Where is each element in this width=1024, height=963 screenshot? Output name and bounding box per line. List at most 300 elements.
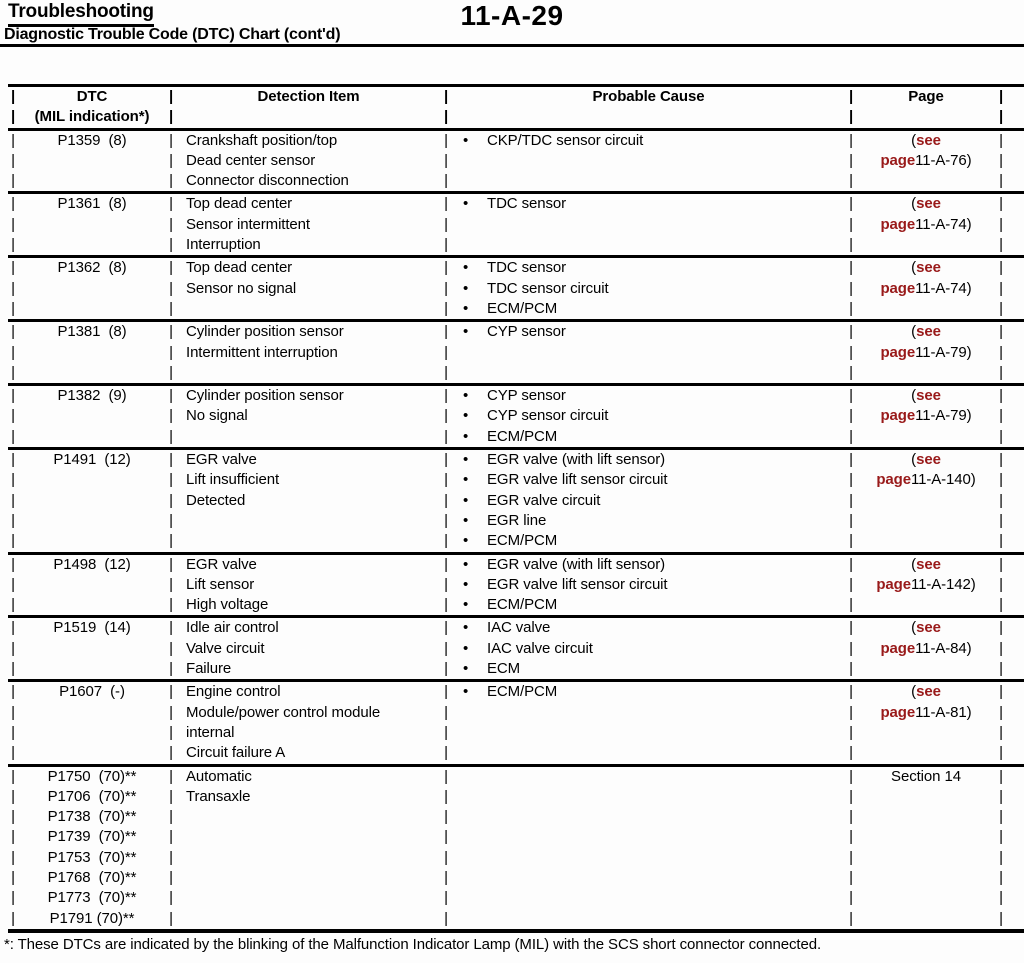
open-paren: ( <box>911 195 917 213</box>
pipe-glyph: | <box>444 215 448 233</box>
pipe-glyph: | <box>11 427 15 445</box>
pipe-glyph: | <box>169 619 173 637</box>
pipe-glyph: | <box>999 889 1003 907</box>
pipe-glyph: | <box>11 491 15 509</box>
pipe-glyph: | <box>169 723 173 741</box>
page-word[interactable]: page <box>880 407 916 425</box>
pipe-glyph: | <box>999 808 1003 826</box>
pipe-glyph: | <box>999 532 1003 550</box>
cause-text: ECM <box>487 660 521 678</box>
see-word[interactable]: see <box>916 619 941 637</box>
see-word[interactable]: see <box>916 555 941 573</box>
pipe-glyph: | <box>169 259 173 277</box>
pipe-glyph: | <box>444 387 448 405</box>
pipe-glyph: | <box>999 683 1003 701</box>
see-word[interactable]: see <box>916 259 941 277</box>
column-pipe <box>846 767 856 929</box>
pipe-glyph: | <box>849 259 853 277</box>
column-pipe <box>441 87 451 128</box>
table-right-margin <box>1006 87 1024 128</box>
page-link[interactable] <box>856 151 996 171</box>
column-pipe <box>996 87 1006 128</box>
pipe-glyph: | <box>11 387 15 405</box>
pipe-glyph: | <box>444 151 448 169</box>
dtc-table <box>8 84 1024 933</box>
pipe-glyph: | <box>849 299 853 317</box>
page-ref: 11-A-74) <box>915 215 972 233</box>
pipe-glyph: | <box>169 660 173 678</box>
pipe-glyph: | <box>169 787 173 805</box>
pipe-glyph: | <box>169 363 173 381</box>
table-right-margin <box>1006 194 1024 255</box>
dtc-cell: P1498 (12) <box>53 555 131 573</box>
bullet-icon: • <box>463 323 469 341</box>
pipe-glyph: | <box>169 387 173 405</box>
pipe-glyph: | <box>169 575 173 593</box>
column-pipe <box>441 131 451 192</box>
cause-column-header: Probable Cause <box>592 88 705 105</box>
pipe-glyph: | <box>849 215 853 233</box>
table-row <box>8 194 1024 255</box>
pipe-glyph: | <box>848 88 854 105</box>
pipe-glyph: | <box>444 555 448 573</box>
bullet-icon: • <box>463 491 469 509</box>
column-pipe <box>441 386 451 447</box>
table-right-margin <box>1006 555 1024 616</box>
pipe-glyph: | <box>999 279 1003 297</box>
column-pipe <box>996 386 1006 447</box>
pipe-glyph: | <box>11 172 15 190</box>
pipe-glyph: | <box>169 683 173 701</box>
table-right-margin <box>1006 322 1024 383</box>
pipe-glyph: | <box>169 744 173 762</box>
pipe-glyph: | <box>169 868 173 886</box>
pipe-glyph: | <box>169 279 173 297</box>
pipe-glyph: | <box>999 323 1003 341</box>
pipe-glyph: | <box>849 808 853 826</box>
pipe-glyph: | <box>444 660 448 678</box>
cause-text: TDC sensor <box>487 195 567 213</box>
page-word[interactable]: page <box>880 215 916 233</box>
page-link[interactable] <box>856 450 996 470</box>
column-pipe <box>8 386 18 447</box>
pipe-glyph: | <box>11 868 15 886</box>
page-cell <box>856 555 996 616</box>
column-pipe <box>996 555 1006 616</box>
cause-text: CYP sensor circuit <box>487 407 609 425</box>
page-word[interactable]: page <box>876 471 911 489</box>
pipe-glyph: | <box>11 639 15 657</box>
pipe-glyph: | <box>11 363 15 381</box>
pipe-glyph: | <box>11 767 15 785</box>
pipe-glyph: | <box>11 848 15 866</box>
page-link[interactable] <box>856 618 996 638</box>
column-pipe <box>846 194 856 255</box>
column-pipe <box>846 682 856 763</box>
pipe-glyph: | <box>444 363 448 381</box>
dtc-cell: P1491 (12) <box>53 451 131 469</box>
page-word[interactable]: page <box>880 343 916 361</box>
pipe-glyph: | <box>999 172 1003 190</box>
column-pipe <box>996 767 1006 929</box>
table-row <box>8 131 1024 192</box>
cause-cell <box>451 767 846 929</box>
column-pipe <box>996 618 1006 679</box>
pipe-glyph: | <box>11 683 15 701</box>
column-pipe <box>8 682 18 763</box>
pipe-glyph: | <box>169 808 173 826</box>
page-link[interactable] <box>856 215 996 235</box>
pipe-glyph: | <box>849 279 853 297</box>
page-link[interactable] <box>856 682 996 702</box>
page-cell <box>856 386 996 447</box>
pipe-glyph: | <box>11 596 15 614</box>
bullet-icon: • <box>463 596 469 614</box>
cause-text: CYP sensor <box>487 387 566 405</box>
table-right-margin <box>1006 386 1024 447</box>
bullet-icon: • <box>463 131 469 149</box>
bullet-icon: • <box>463 299 469 317</box>
bullet-icon: • <box>463 532 469 550</box>
cause-text: ECM/PCM <box>487 596 558 614</box>
bullet-icon: • <box>463 279 469 297</box>
open-paren: ( <box>911 387 917 405</box>
pipe-glyph: | <box>168 108 174 126</box>
table-right-margin <box>1006 767 1024 929</box>
column-pipe <box>996 258 1006 319</box>
detection-cell: EGR valve Lift insufficient Detected <box>186 451 280 509</box>
pipe-glyph: | <box>999 236 1003 254</box>
pipe-glyph: | <box>444 511 448 529</box>
page-link[interactable] <box>856 555 996 575</box>
column-pipe <box>8 450 18 551</box>
page-word[interactable]: page <box>876 575 911 593</box>
pipe-glyph: | <box>11 808 15 826</box>
pipe-glyph: | <box>999 511 1003 529</box>
page-word[interactable]: page <box>880 639 916 657</box>
pipe-glyph: | <box>849 532 853 550</box>
pipe-glyph: | <box>998 108 1004 126</box>
column-pipe <box>846 555 856 616</box>
pipe-glyph: | <box>444 868 448 886</box>
dtc-cell: P1359 (8) <box>57 131 127 149</box>
pipe-glyph: | <box>849 575 853 593</box>
page-link[interactable] <box>856 279 996 299</box>
page-column-header: Page <box>908 88 944 105</box>
pipe-glyph: | <box>11 787 15 805</box>
page-header <box>0 0 1024 47</box>
detection-cell: Idle air control Valve circuit Failure <box>186 619 279 678</box>
pipe-glyph: | <box>999 723 1003 741</box>
column-pipe <box>846 131 856 192</box>
detection-cell: Top dead center Sensor intermittent Interruption <box>186 195 310 254</box>
column-pipe <box>441 258 451 319</box>
see-word[interactable]: see <box>916 387 941 405</box>
column-pipe <box>166 194 176 255</box>
pipe-glyph: | <box>444 532 448 550</box>
pipe-glyph: | <box>169 555 173 573</box>
page-ref-text: Section 14 <box>891 767 961 785</box>
see-word[interactable]: see <box>916 323 941 341</box>
pipe-glyph: | <box>999 195 1003 213</box>
pipe-glyph: | <box>849 491 853 509</box>
pipe-glyph: | <box>444 787 448 805</box>
page-ref: 11-A-140) <box>910 471 976 489</box>
cause-text: EGR valve circuit <box>487 491 601 509</box>
pipe-glyph: | <box>444 744 448 762</box>
pipe-glyph: | <box>849 363 853 381</box>
page-link[interactable] <box>856 322 996 342</box>
cause-cell <box>451 194 846 255</box>
page-cell <box>856 682 996 763</box>
pipe-glyph: | <box>11 909 15 927</box>
bullet-icon: • <box>463 575 469 593</box>
pipe-glyph: | <box>169 767 173 785</box>
pipe-glyph: | <box>444 828 448 846</box>
table-row <box>8 555 1024 616</box>
page-link[interactable] <box>856 386 996 406</box>
table-row <box>8 386 1024 447</box>
section-title: Troubleshooting <box>8 1 154 27</box>
cause-text: TDC sensor <box>487 259 567 277</box>
column-pipe <box>166 386 176 447</box>
column-pipe <box>846 450 856 551</box>
pipe-glyph: | <box>999 848 1003 866</box>
pipe-glyph: | <box>999 787 1003 805</box>
column-pipe <box>846 87 856 128</box>
column-pipe <box>8 258 18 319</box>
column-pipe <box>166 258 176 319</box>
page-word[interactable]: page <box>880 703 916 721</box>
pipe-glyph: | <box>444 172 448 190</box>
pipe-glyph: | <box>849 471 853 489</box>
open-paren: ( <box>911 619 917 637</box>
pipe-glyph: | <box>444 596 448 614</box>
table-row <box>8 767 1024 929</box>
pipe-glyph: | <box>11 259 15 277</box>
page-ref: 11-A-76) <box>915 151 972 169</box>
column-pipe <box>441 682 451 763</box>
cause-text: ECM/PCM <box>487 532 558 550</box>
cause-cell <box>451 258 846 319</box>
pipe-glyph: | <box>11 889 15 907</box>
cause-cell <box>451 555 846 616</box>
pipe-glyph: | <box>169 596 173 614</box>
pipe-glyph: | <box>999 407 1003 425</box>
pipe-glyph: | <box>849 744 853 762</box>
page-cell <box>856 450 996 551</box>
page-link[interactable] <box>856 639 996 659</box>
cause-text: EGR valve (with lift sensor) <box>487 555 666 573</box>
detection-cell: Crankshaft position/top Dead center sensor Connector disconnection <box>186 131 349 190</box>
table-row <box>8 450 1024 551</box>
cause-text: EGR line <box>487 511 547 529</box>
page-cell <box>856 131 996 192</box>
page-link[interactable] <box>856 406 996 426</box>
pipe-glyph: | <box>10 88 16 105</box>
pipe-glyph: | <box>11 215 15 233</box>
page-word[interactable]: page <box>880 151 916 169</box>
pipe-glyph: | <box>11 703 15 721</box>
bullet-icon: • <box>463 451 469 469</box>
cause-cell <box>451 450 846 551</box>
dtc-cell: P1750 (70)** P1706 (70)** P1738 (70)** P1739 (70)** P1753 (70)** P1768 (70)** P1773 (70)** P1791 (70)** <box>47 767 137 927</box>
pipe-glyph: | <box>444 703 448 721</box>
cause-text: ECM/PCM <box>487 299 558 317</box>
pipe-glyph: | <box>444 639 448 657</box>
pipe-glyph: | <box>999 151 1003 169</box>
page-ref: 11-A-79) <box>915 343 972 361</box>
pipe-glyph: | <box>169 703 173 721</box>
pipe-glyph: | <box>999 744 1003 762</box>
pipe-glyph: | <box>999 555 1003 573</box>
pipe-glyph: | <box>849 323 853 341</box>
table-header-row <box>8 87 1024 128</box>
pipe-glyph: | <box>849 596 853 614</box>
pipe-glyph: | <box>849 555 853 573</box>
pipe-glyph: | <box>999 427 1003 445</box>
pipe-glyph: | <box>168 88 174 105</box>
detection-cell: Top dead center Sensor no signal <box>186 259 297 297</box>
pipe-glyph: | <box>849 387 853 405</box>
page-ref: 11-A-74) <box>915 279 972 297</box>
pipe-glyph: | <box>999 259 1003 277</box>
pipe-glyph: | <box>999 868 1003 886</box>
column-pipe <box>166 682 176 763</box>
page-link[interactable] <box>856 470 996 490</box>
page-link[interactable] <box>856 258 996 278</box>
pipe-glyph: | <box>11 236 15 254</box>
pipe-glyph: | <box>169 451 173 469</box>
pipe-glyph: | <box>849 236 853 254</box>
table-row <box>8 258 1024 319</box>
pipe-glyph: | <box>444 723 448 741</box>
pipe-glyph: | <box>169 471 173 489</box>
pipe-glyph: | <box>444 195 448 213</box>
pipe-glyph: | <box>11 744 15 762</box>
pipe-glyph: | <box>849 787 853 805</box>
cause-text: IAC valve circuit <box>487 639 593 657</box>
pipe-glyph: | <box>11 299 15 317</box>
pipe-glyph: | <box>849 407 853 425</box>
page-link[interactable] <box>856 575 996 595</box>
page-cell <box>856 258 996 319</box>
page-cell <box>856 767 996 929</box>
column-pipe <box>441 322 451 383</box>
pipe-glyph: | <box>849 451 853 469</box>
pipe-glyph: | <box>849 889 853 907</box>
pipe-glyph: | <box>999 575 1003 593</box>
pipe-glyph: | <box>849 131 853 149</box>
pipe-glyph: | <box>444 279 448 297</box>
page-link[interactable] <box>856 703 996 723</box>
see-word[interactable]: see <box>916 131 941 149</box>
pipe-glyph: | <box>849 868 853 886</box>
page-cell <box>856 618 996 679</box>
page-link[interactable] <box>856 343 996 363</box>
bullet-icon: • <box>463 471 469 489</box>
pipe-glyph: | <box>169 323 173 341</box>
column-pipe <box>996 322 1006 383</box>
pipe-glyph: | <box>169 909 173 927</box>
pipe-glyph: | <box>849 195 853 213</box>
pipe-glyph: | <box>169 299 173 317</box>
column-pipe <box>166 767 176 929</box>
see-word[interactable]: see <box>916 451 941 469</box>
pipe-glyph: | <box>169 131 173 149</box>
pipe-glyph: | <box>999 131 1003 149</box>
cause-text: ECM/PCM <box>487 683 558 701</box>
pipe-glyph: | <box>999 660 1003 678</box>
pipe-glyph: | <box>999 343 1003 361</box>
pipe-glyph: | <box>11 323 15 341</box>
row-separator <box>8 929 1024 933</box>
pipe-glyph: | <box>11 555 15 573</box>
cause-text: TDC sensor circuit <box>487 279 609 297</box>
pipe-glyph: | <box>999 596 1003 614</box>
bullet-icon: • <box>463 387 469 405</box>
pipe-glyph: | <box>444 619 448 637</box>
pipe-glyph: | <box>444 767 448 785</box>
column-pipe <box>166 618 176 679</box>
table-right-margin <box>1006 131 1024 192</box>
column-pipe <box>996 682 1006 763</box>
pipe-glyph: | <box>444 471 448 489</box>
pipe-glyph: | <box>11 471 15 489</box>
pipe-glyph: | <box>999 451 1003 469</box>
page-link[interactable] <box>856 194 996 214</box>
pipe-glyph: | <box>11 532 15 550</box>
pipe-glyph: | <box>444 259 448 277</box>
table-right-margin <box>1006 682 1024 763</box>
see-word[interactable]: see <box>916 195 941 213</box>
pipe-glyph: | <box>999 639 1003 657</box>
page-link[interactable] <box>856 131 996 151</box>
pipe-glyph: | <box>169 491 173 509</box>
dtc-cell: P1381 (8) <box>57 323 127 341</box>
open-paren: ( <box>911 555 917 573</box>
cause-text: EGR valve lift sensor circuit <box>487 471 668 489</box>
cause-cell <box>451 131 846 192</box>
bullet-icon: • <box>463 619 469 637</box>
pipe-glyph: | <box>444 451 448 469</box>
column-pipe <box>166 322 176 383</box>
page-ref: 11-A-84) <box>915 639 972 657</box>
chart-subtitle: Diagnostic Trouble Code (DTC) Chart (cont'd) <box>4 26 341 43</box>
column-pipe <box>441 767 451 929</box>
pipe-glyph: | <box>849 767 853 785</box>
dtc-cell: P1382 (9) <box>57 387 127 405</box>
pipe-glyph: | <box>999 491 1003 509</box>
pipe-glyph: | <box>11 451 15 469</box>
page-word[interactable]: page <box>880 279 916 297</box>
table-row <box>8 682 1024 763</box>
column-pipe <box>8 555 18 616</box>
column-pipe <box>441 555 451 616</box>
pipe-glyph: | <box>443 108 449 126</box>
page-ref: 11-A-79) <box>915 407 972 425</box>
cause-text: CYP sensor <box>487 323 566 341</box>
pipe-glyph: | <box>849 343 853 361</box>
bullet-icon: • <box>463 683 469 701</box>
pipe-glyph: | <box>444 909 448 927</box>
bullet-icon: • <box>463 639 469 657</box>
pipe-glyph: | <box>169 511 173 529</box>
detection-cell: Cylinder position sensor Intermittent interruption <box>186 323 344 361</box>
open-paren: ( <box>911 259 917 277</box>
see-word[interactable]: see <box>916 683 941 701</box>
open-paren: ( <box>911 683 917 701</box>
